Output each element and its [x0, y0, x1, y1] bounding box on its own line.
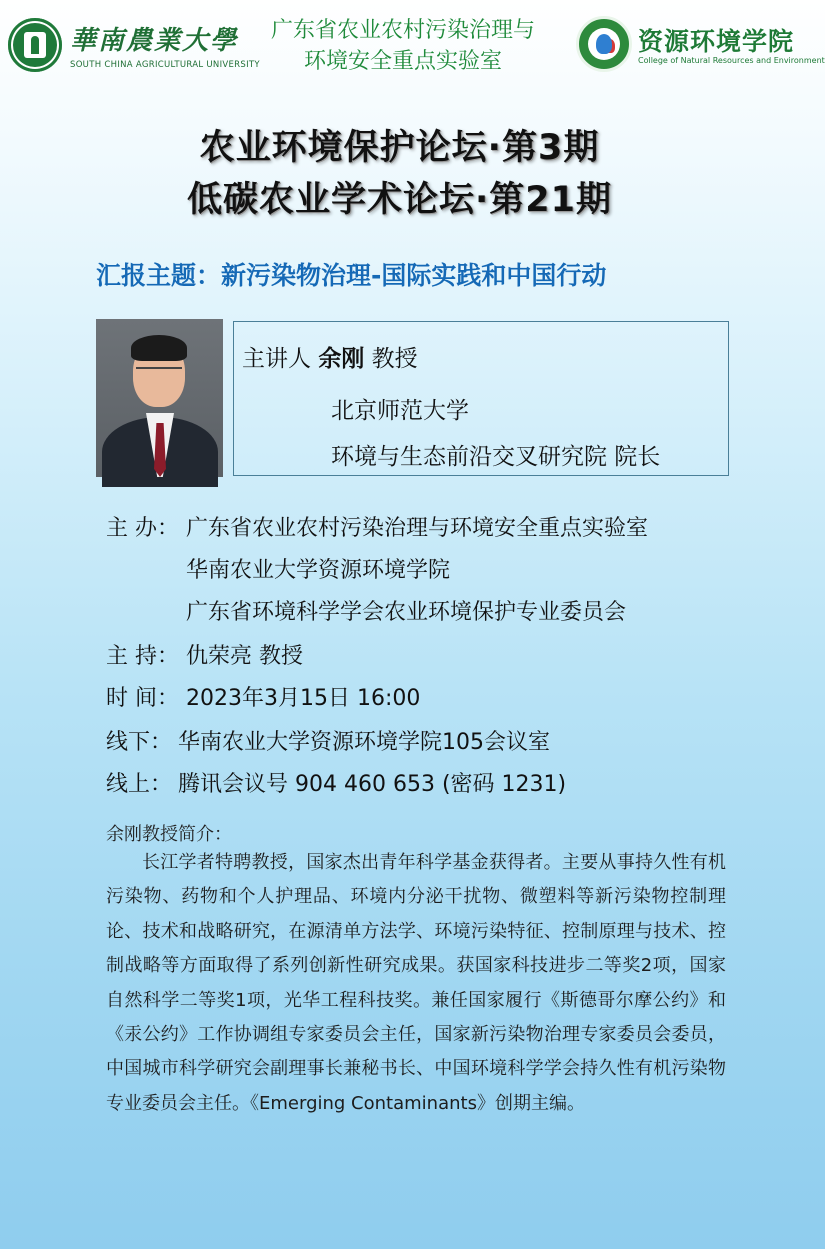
host-2: 华南农业大学资源环境学院 [186, 558, 451, 583]
college-name: 资源环境学院 [638, 27, 795, 56]
university-logo [8, 16, 260, 78]
university-seal-icon [8, 18, 62, 72]
host-3: 广东省环境科学学会农业环境保护专业委员会 [186, 600, 627, 625]
forum-title-1: 农业环境保护论坛·第3期 [199, 128, 600, 168]
report-topic: 汇报主题：新污染物治理-国际实践和中国行动 [96, 261, 607, 290]
host-1: 广东省农业农村污染治理与环境安全重点实验室 [186, 516, 649, 541]
university-name-en: SOUTH CHINA AGRICULTURAL UNIVERSITY [70, 60, 260, 70]
event-time: 2023年3月15日 16:00 [186, 686, 421, 711]
online-label: 线上： [106, 772, 173, 797]
bio-heading: 余刚教授简介： [106, 824, 232, 845]
forum-title-2: 低碳农业学术论坛·第21期 [186, 180, 612, 220]
lab-title-line2: 环境安全重点实验室 [303, 48, 502, 73]
speaker-affiliation: 北京师范大学 [331, 398, 469, 424]
moderator: 仇荣亮 教授 [186, 644, 303, 669]
bio-text: 长江学者特聘教授，国家杰出青年科学基金获得者。主要从事持久性有机污染物、药物和个人护理品、环境内分泌干扰物、微塑料等新污染物控制理论、技术和战略研究，在源清单方法学、环境污染特征、控制原理与技术、控制战略等方面取得了系列创新性研究成果。获国家科技进步二等奖2项，国家自然科学二等奖1项，光华工程科技奖。兼任国家履行《斯德哥尔摩公约》和《汞公约》工作协调组专家委员会主任，国家新污染物治理专家委员会委员，中国城市科学研究会副理事长兼秘书长、中国环境科学学会持久性有机污染物专业委员会主任。《Emerging Contaminants》创期主编。 [106, 852, 726, 1114]
lab-title [238, 14, 568, 76]
college-name-en: College of Natural Resources and Environment [638, 56, 825, 65]
speaker-photo [96, 319, 223, 477]
lab-title-line1: 广东省农业农村污染治理与 [270, 17, 535, 42]
offline-label: 线下： [106, 730, 173, 755]
speaker-position: 环境与生态前沿交叉研究院 院长 [331, 444, 661, 470]
online-meeting: 腾讯会议号 904 460 653 (密码 1231) [178, 772, 567, 797]
university-name: 華南農業大學 [70, 26, 239, 56]
speaker-info-box [233, 321, 729, 476]
speaker-prefix: 主讲人 [242, 346, 311, 372]
offline-venue: 华南农业大学资源环境学院105会议室 [178, 730, 550, 755]
college-badge-icon [576, 16, 632, 72]
speaker-title: 教授 [371, 346, 418, 372]
college-logo [576, 16, 825, 76]
speaker-line [242, 340, 418, 373]
host-label: 主 办： [106, 516, 179, 541]
moderator-label: 主 持： [106, 644, 179, 669]
speaker-name: 余刚 [318, 346, 365, 372]
time-label: 时 间： [106, 686, 179, 711]
